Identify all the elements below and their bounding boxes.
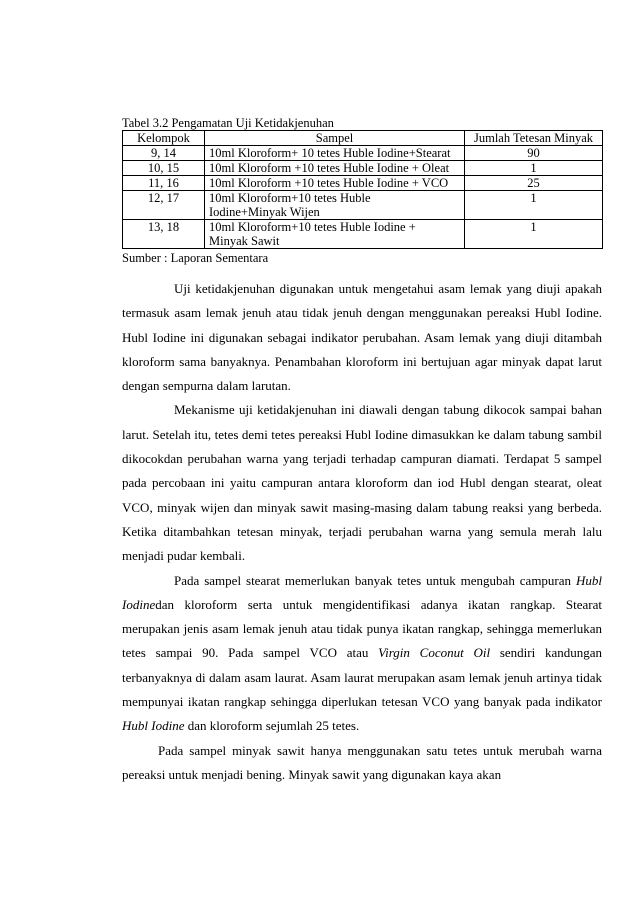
paragraph-3-italic-1: Hubl Iodine — [122, 572, 602, 612]
table-row — [123, 146, 603, 161]
cell-sampel: 10ml Kloroform+10 tetes Huble Iodine+Minyak Wijen — [205, 191, 465, 220]
cell-jumlah: 1 — [465, 220, 603, 249]
header-jumlah: Jumlah Tetesan Minyak — [465, 131, 603, 146]
cell-sampel: 10ml Kloroform +10 tetes Huble Iodine + Oleat — [205, 161, 465, 176]
paragraph-3-italic-2: Virgin Coconut Oil — [378, 645, 491, 661]
cell-kelompok: 10, 15 — [123, 161, 205, 176]
cell-jumlah: 25 — [465, 176, 603, 191]
paragraph-1: Uji ketidakjenuhan digunakan untuk mengetahui asam lemak yang diuji apakah termasuk asam lemak jenuh atau tidak jenuh dengan menggunakan pereaksi Hubl Iodine. Hubl Iodine ini digunakan sebagai indikator perubahan. Asam lemak yang diuji ditambah kloroform sama banyaknya. Penambahan kloroform ini bertujuan agar minyak dapat larut dengan sempurna dalam larutan. — [122, 281, 602, 394]
cell-kelompok: 9, 14 — [123, 146, 205, 161]
paragraph-3-text-2: dan kloroform serta untuk mengidentifikasi adanya ikatan rangkap. Stearat merupakan jenis asam lemak jenuh atau tidak punya ikatan rangkap, sehingga memerlukan tetes sampai 90. Pada sampel VCO atau — [122, 596, 602, 661]
table-row — [123, 161, 603, 176]
paragraph-3-italic-3: Hubl Iodine — [122, 718, 185, 734]
paragraph-3-text-3: sendiri kandungan terbanyaknya di dalam asam laurat. Asam laurat merupakan asam lemak jenuh artinya tidak mempunyai ikatan rangkap sehingga diperlukan tetesan VCO yang banyak pada indikator — [122, 645, 603, 710]
cell-sampel: 10ml Kloroform+10 tetes Huble Iodine + Minyak Sawit — [205, 220, 465, 249]
cell-kelompok: 13, 18 — [123, 220, 205, 249]
observation-table — [122, 130, 603, 249]
table-row — [123, 191, 603, 220]
cell-kelompok: 12, 17 — [123, 191, 205, 220]
cell-sampel: 10ml Kloroform+ 10 tetes Huble Iodine+Stearat — [205, 146, 465, 161]
table-row — [123, 176, 603, 191]
paragraph-3-text-1: Pada sampel stearat memerlukan banyak tetes untuk mengubah campuran — [174, 572, 576, 588]
cell-jumlah: 1 — [465, 161, 603, 176]
table-row — [123, 220, 603, 249]
table-source: Sumber : Laporan Sementara — [122, 251, 269, 265]
cell-jumlah: 1 — [465, 191, 603, 220]
paragraph-3 — [122, 569, 602, 739]
table-header-row — [123, 131, 603, 146]
cell-kelompok: 11, 16 — [123, 176, 205, 191]
paragraph-4: Pada sampel minyak sawit hanya menggunakan satu tetes untuk merubah warna pereaksi untuk menjadi bening. Minyak sawit yang digunakan kaya akan — [122, 742, 602, 782]
document-page — [122, 116, 602, 787]
cell-jumlah: 90 — [465, 146, 603, 161]
paragraph-2: Mekanisme uji ketidakjenuhan ini diawali dengan tabung dikocok sampai bahan larut. Setelah itu, tetes demi tetes pereaksi Hubl Iodine dimasukkan ke dalam tabung sambil dikocokdan perubahan warna yang terjadi terhadap campuran diamati. Terdapat 5 sampel pada percobaan ini yaitu campuran antara kloroform dan iod Hubl dengan stearat, oleat VCO, minyak wijen dan minyak sawit masing-masing dalam tabung reaksi yang berbeda. Ketika ditambahkan tetesan minyak, terjadi perubahan warna yang semula merah lalu menjadi pudar kembali. — [122, 402, 602, 564]
body-text — [122, 277, 602, 787]
header-kelompok: Kelompok — [123, 131, 205, 146]
header-sampel: Sampel — [205, 131, 465, 146]
paragraph-3-text-4: dan kloroform sejumlah 25 tetes. — [184, 718, 360, 734]
cell-sampel: 10ml Kloroform +10 tetes Huble Iodine + VCO — [205, 176, 465, 191]
table-caption: Tabel 3.2 Pengamatan Uji Ketidakjenuhan — [122, 116, 334, 130]
